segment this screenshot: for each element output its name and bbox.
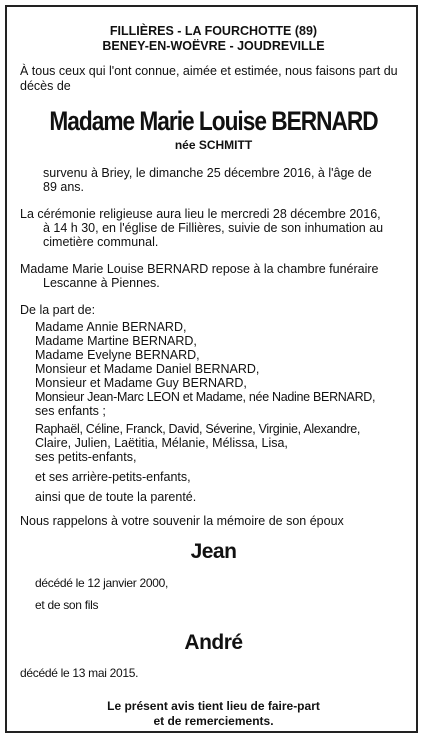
maiden-name: née SCHMITT bbox=[174, 138, 253, 152]
ceremony-line-2: à 14 h 30, en l'église de Fillières, suivie de son inhumation au bbox=[43, 221, 384, 235]
great-grandchildren: et ses arrière-petits-enfants, bbox=[35, 470, 191, 484]
child-4: Monsieur et Madame Daniel BERNARD, bbox=[35, 362, 260, 376]
intro-line-2: décès de bbox=[20, 79, 71, 93]
footer-line-1: Le présent avis tient lieu de faire-part bbox=[107, 699, 320, 713]
husband-name: Jean bbox=[190, 540, 237, 563]
relatives: ainsi que de toute la parenté. bbox=[35, 490, 197, 504]
intro-line-1: À tous ceux qui l'ont connue, aimée et estimée, nous faisons part du bbox=[20, 64, 398, 78]
child-6: Monsieur Jean-Marc LEON et Madame, née Nadine BERNARD, bbox=[35, 390, 376, 404]
husband-death: décédé le 12 janvier 2000, bbox=[35, 576, 168, 590]
grandchildren-label: ses petits-enfants, bbox=[35, 450, 137, 464]
header-locations-2: BENEY-EN-WOËVRE - JOUDREVILLE bbox=[102, 39, 325, 53]
deceased-name: Madame Marie Louise BERNARD bbox=[49, 106, 378, 136]
ceremony-line-1: La cérémonie religieuse aura lieu le mercredi 28 décembre 2016, bbox=[20, 207, 381, 221]
child-3: Madame Evelyne BERNARD, bbox=[35, 348, 200, 362]
rest-line-1: Madame Marie Louise BERNARD repose à la chambre funéraire bbox=[20, 262, 379, 276]
memory-intro: Nous rappelons à votre souvenir la mémoire de son époux bbox=[20, 514, 344, 528]
children-label: ses enfants ; bbox=[35, 404, 106, 418]
death-line-1: survenu à Briey, le dimanche 25 décembre 2016, à l'âge de bbox=[43, 166, 372, 180]
grandchildren-line-2: Claire, Julien, Laëtitia, Mélanie, Mélissa, Lisa, bbox=[35, 436, 288, 450]
son-death: décédé le 13 mai 2015. bbox=[20, 666, 139, 680]
ceremony-line-3: cimetière communal. bbox=[43, 235, 159, 249]
child-2: Madame Martine BERNARD, bbox=[35, 334, 197, 348]
death-line-2: 89 ans. bbox=[43, 180, 85, 194]
grandchildren-line-1: Raphaël, Céline, Franck, David, Séverine, Virginie, Alexandre, bbox=[35, 422, 361, 436]
notice-frame bbox=[5, 5, 418, 733]
son-intro: et de son fils bbox=[35, 598, 99, 612]
footer-line-2: et de remerciements. bbox=[153, 714, 274, 728]
family-intro: De la part de: bbox=[20, 303, 96, 317]
child-1: Madame Annie BERNARD, bbox=[35, 320, 187, 334]
header-locations-1: FILLIÈRES - LA FOURCHOTTE (89) bbox=[109, 24, 318, 38]
son-name: André bbox=[184, 631, 243, 654]
children-list bbox=[35, 320, 375, 418]
child-5: Monsieur et Madame Guy BERNARD, bbox=[35, 376, 247, 390]
rest-line-2: Lescanne à Piennes. bbox=[43, 276, 160, 290]
